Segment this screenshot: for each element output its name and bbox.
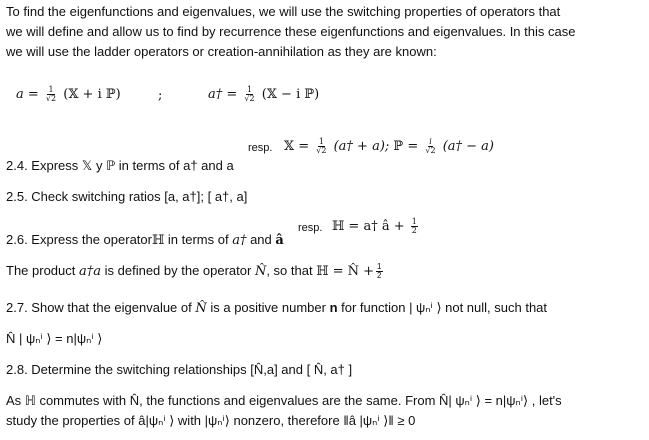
fraction-denominator: √2 (425, 146, 436, 155)
resp-26-equation (332, 218, 420, 235)
question-2-7-prefix: 2.7. Show that the eigenvalue of (6, 300, 196, 315)
question-2-6-mid: in terms of (164, 232, 233, 247)
equation-a-lhs: a = (16, 87, 39, 102)
question-2-6-and: and (246, 232, 276, 247)
intro-line-3: we will use the ladder operators or creation-annihilation as they are known: (6, 44, 437, 59)
hamiltonian-symbol: ℍ (151, 233, 165, 248)
a-hat-symbol: â (275, 233, 284, 248)
question-2-6-prefix: 2.6. Express the operator (6, 232, 152, 247)
equation-a-rhs: (𝕏 + i ℙ) (63, 87, 121, 102)
eigenvalue-n: n (329, 300, 338, 315)
product-equation: ℍ = N̂ + (316, 264, 375, 279)
question-2-4: 2.4. Express 𝕏 y ℙ in terms of a† and a (6, 158, 234, 173)
resp-26-fraction (411, 218, 418, 235)
fraction-numerator: 1 (377, 262, 382, 272)
fraction-numerator: i (429, 137, 432, 146)
fraction-numerator: 1 (48, 85, 54, 94)
question-2-7 (6, 300, 547, 317)
product-fraction (376, 263, 382, 280)
fraction-denominator: √2 (45, 94, 57, 103)
product-a-dagger-a: a†a (79, 264, 102, 279)
resp-24-x-fraction (315, 138, 327, 155)
equation-a-fraction (45, 86, 57, 103)
equation-a-dagger-rhs: (𝕏 − i ℙ) (261, 87, 320, 102)
intro-line-1: To find the eigenfunctions and eigenvalues, we will use the switching properties of operators that (6, 4, 561, 19)
resp-24-p-fraction (424, 138, 436, 155)
resp-24-equation (284, 138, 494, 155)
number-operator-symbol: N̂ (254, 264, 267, 279)
product-so-that: , so that (266, 263, 317, 278)
equation-a (16, 86, 121, 103)
number-operator-symbol: N̂ (195, 301, 207, 316)
resp-26-lhs: ℍ = a† â + (332, 219, 405, 234)
product-mid: is defined by the operator (101, 263, 255, 278)
fraction-denominator: 2 (377, 271, 382, 281)
resp-label-24: resp. (248, 142, 273, 154)
question-2-7-mid: is a positive number (206, 300, 330, 315)
final-line-2: study the properties of â|ψₙⁱ ⟩ with |ψₙⁱ⟩ nonzero, therefore ‖â |ψₙⁱ ⟩‖ ≥ 0 (6, 413, 416, 428)
question-2-8: 2.8. Determine the switching relationships [N̂,a] and [ N̂, a† ] (6, 362, 353, 377)
question-2-7-suffix: for function | ψₙⁱ ⟩ not null, such that (337, 300, 548, 315)
final-line-1: As ℍ commutes with N̂, the functions and eigenvalues are the same. From N̂| ψₙⁱ ⟩ = n|ψₙⁱ⟩ , let's (6, 393, 562, 408)
equation-separator: ; (158, 88, 163, 103)
product-definition (6, 263, 385, 280)
fraction-numerator: 1 (318, 137, 324, 146)
fraction-denominator: √2 (316, 146, 327, 155)
resp-24-x-rhs: (a† + a); (333, 139, 390, 154)
question-2-5: 2.5. Check switching ratios [a, a†]; [ a†, a] (6, 189, 248, 204)
fraction-numerator: 1 (411, 217, 417, 226)
equation-a-dagger (208, 86, 319, 103)
question-2-6 (6, 232, 284, 249)
resp-24-x-lhs: 𝕏 = (284, 139, 310, 154)
equation-a-dagger-lhs: a† = (208, 87, 238, 102)
fraction-denominator: 2 (411, 226, 417, 235)
product-prefix: The product (6, 263, 79, 278)
resp-label-26: resp. (298, 222, 323, 234)
resp-24-p-rhs: (a† − a) (442, 139, 495, 154)
resp-24-p-lhs: ℙ = (393, 139, 419, 154)
question-2-7-equation: N̂ | ψₙⁱ ⟩ = n|ψₙⁱ ⟩ (6, 331, 103, 346)
equation-a-dagger-fraction (243, 86, 255, 103)
fraction-denominator: √2 (244, 94, 255, 103)
fraction-numerator: 1 (246, 85, 253, 94)
a-dagger-symbol: a† (232, 233, 247, 248)
intro-line-2: we will define and allow us to find by recurrence these eigenfunctions and eigenvalues. In this case (6, 24, 576, 39)
